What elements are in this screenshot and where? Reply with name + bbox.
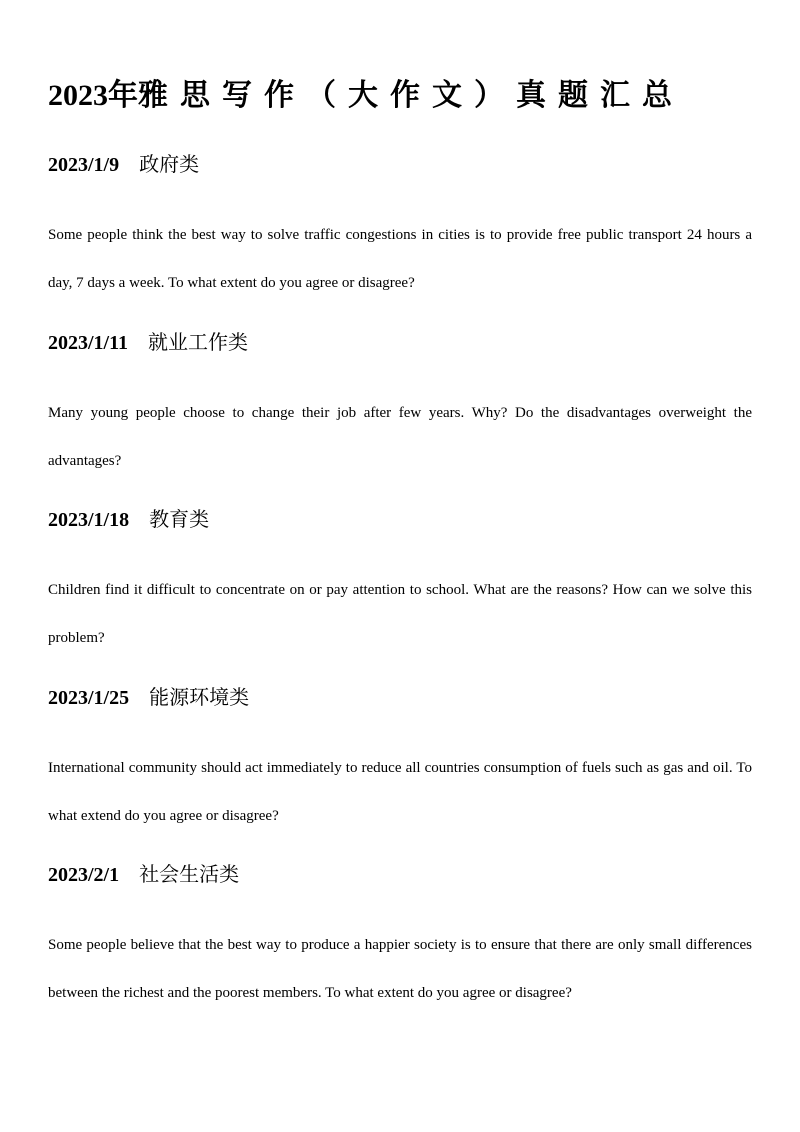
- question-entry: [48, 328, 752, 485]
- question-entry: [48, 860, 752, 1017]
- entry-question-text: Children find it difficult to concentrate on or pay attention to school. What are the reasons? How can we solve this problem?: [48, 582, 752, 646]
- entry-question-text: International community should act immediately to reduce all countries consumption of fuels such as gas and oil. To what extend do you agree or disagree?: [48, 760, 752, 824]
- question-entry: [48, 150, 752, 307]
- entry-header: [48, 505, 752, 535]
- entry-header: [48, 860, 752, 890]
- entry-category: 教育类: [149, 509, 210, 531]
- question-entry: [48, 683, 752, 840]
- entry-question-text: Some people think the best way to solve traffic congestions in cities is to provide free public transport 24 hours a day, 7 days a week. To what extent do you agree or disagree?: [48, 227, 752, 291]
- entry-category: 社会生活类: [139, 864, 240, 886]
- entry-category: 就业工作类: [148, 332, 249, 354]
- entry-date: 2023/1/9: [48, 154, 120, 176]
- entry-question-text: Some people believe that the best way to produce a happier society is to ensure that there are only small differences between the richest and the poorest members. To what extent do you agree or disagree?: [48, 937, 752, 1001]
- page-title: [48, 74, 768, 118]
- entry-header: [48, 328, 752, 358]
- entry-header: [48, 683, 752, 713]
- entry-category: 能源环境类: [149, 687, 250, 709]
- page-title-year: 2023年: [48, 79, 138, 112]
- entry-header: [48, 150, 752, 180]
- question-entry: [48, 505, 752, 662]
- entry-date: 2023/1/18: [48, 509, 130, 531]
- entry-category: 政府类: [139, 154, 200, 176]
- entry-date: 2023/2/1: [48, 864, 120, 886]
- entry-question-text: Many young people choose to change their job after few years. Why? Do the disadvantages overweight the advantages?: [48, 405, 752, 469]
- entry-date: 2023/1/25: [48, 687, 130, 709]
- page-title-text: 雅思写作（大作文）真题汇总: [138, 79, 684, 112]
- entry-date: 2023/1/11: [48, 332, 129, 354]
